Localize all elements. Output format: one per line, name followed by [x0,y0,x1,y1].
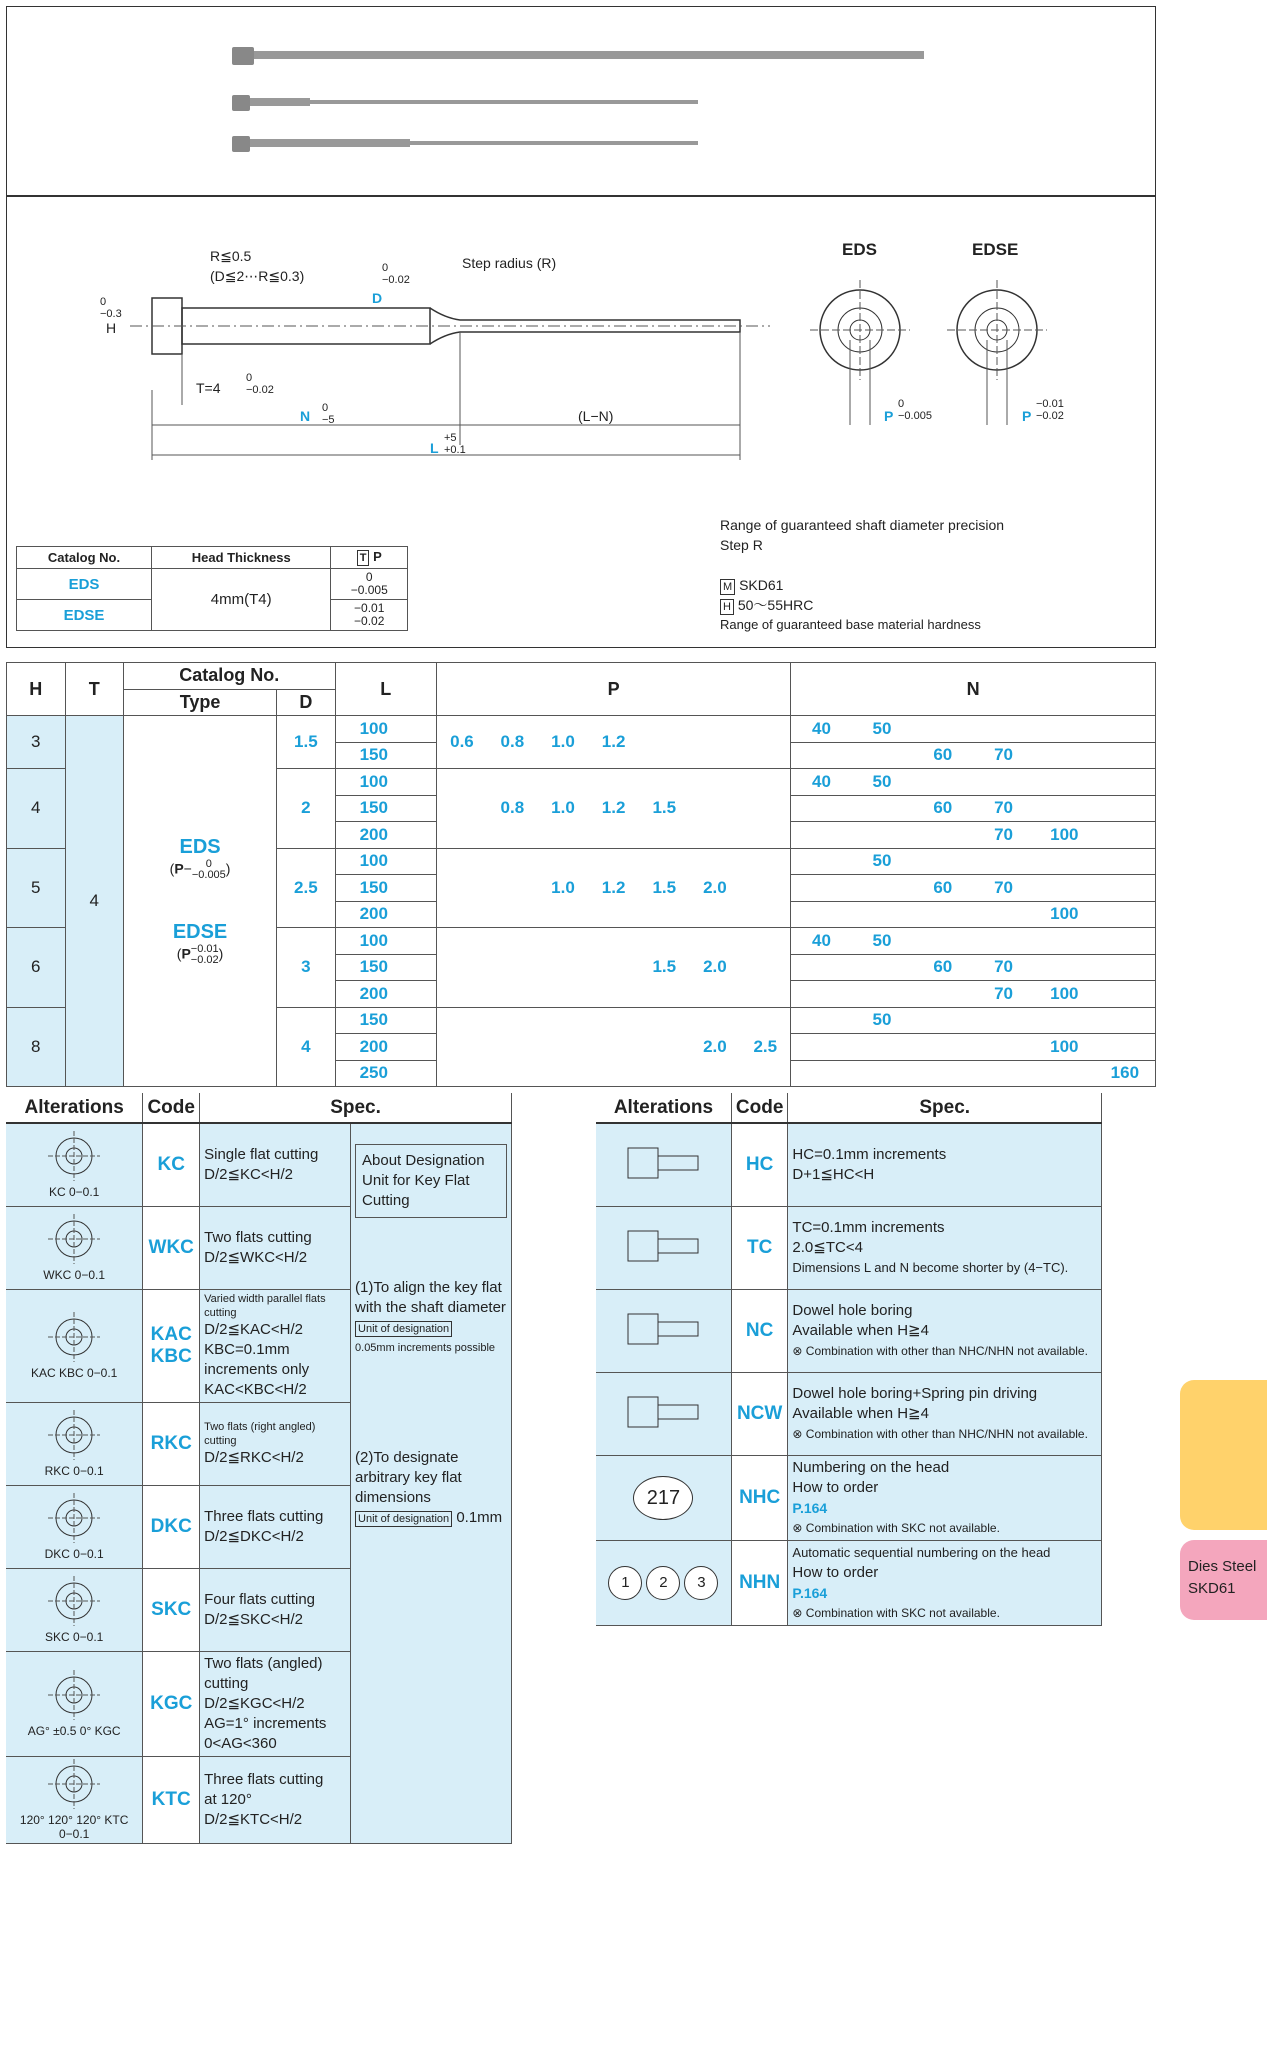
n-value [973,1060,1034,1087]
eds-p-label: P [884,408,894,424]
n-value: 70 [973,875,1034,902]
n-value [1095,928,1156,955]
p-value: 1.0 [538,769,589,849]
head-thickness-value: 4mm(T4) [151,569,330,631]
p-value [538,928,589,1008]
alteration-row [596,1289,1102,1372]
alteration-spec: Three flats cutting D/2≦DKC<H/2 [200,1485,351,1568]
n-value [852,1034,913,1061]
catalog-no-header: Catalog No. [124,663,336,690]
code-header-r: Code [731,1093,788,1123]
l-value: 200 [335,901,436,928]
l-minus-n-label: (L−N) [578,408,614,424]
n-value [791,981,852,1008]
alteration-row [596,1123,1102,1206]
catalog-edse: EDSE [17,600,152,631]
n-value [912,901,973,928]
alterations-right [596,1093,1102,1626]
n-value [973,716,1034,743]
t-header: T [65,663,124,716]
d-value: 1.5 [277,716,336,769]
eds-p-tolerance: 0 −0.005 [898,398,932,422]
p-value: 2.5 [740,1007,791,1087]
l-value: 100 [335,769,436,796]
n-value [852,742,913,769]
p-value: 1.5 [639,848,690,928]
p-value [740,928,791,1008]
alteration-code[interactable]: NHN [731,1540,788,1625]
alteration-icon: AG° ±0.5 0° KGC [6,1651,143,1756]
n-value: 70 [973,981,1034,1008]
alteration-spec: Numbering on the head How to order P.164 ⊗ Combination with SKC not available. [788,1455,1102,1540]
n-value: 100 [1034,981,1095,1008]
p-value [740,716,791,769]
n-value [1095,742,1156,769]
alteration-spec: Three flats cutting at 120° D/2≦KTC<H/2 [200,1756,351,1843]
n-value: 50 [852,1007,913,1034]
n-value [912,848,973,875]
p-value: 1.2 [588,769,639,849]
dimension-drawing [90,230,790,470]
head-thickness-header: Head Thickness [151,547,330,569]
n-value [791,875,852,902]
h-value: 4 [7,769,66,849]
n-value [852,822,913,849]
d-label: D [372,290,383,306]
alteration-spec: Two flats (angled) cutting D/2≦KGC<H/2 AG=1° increments 0<AG<360 [200,1651,351,1756]
alteration-icon: RKC 0−0.1 [6,1402,143,1485]
alteration-icon [596,1372,731,1455]
n-value: 60 [912,954,973,981]
p-value: 0.6 [436,716,487,769]
alteration-code[interactable]: RKC [143,1402,200,1485]
alteration-code[interactable]: KGC [143,1651,200,1756]
alteration-code[interactable]: DKC [143,1485,200,1568]
edse-p-label: P [1022,408,1032,424]
pin-1 [232,47,254,65]
alteration-spec: Four flats cutting D/2≦SKC<H/2 [200,1568,351,1651]
n-value [912,981,973,1008]
alteration-code[interactable]: SKC [143,1568,200,1651]
n-value: 40 [791,716,852,743]
n-value [912,822,973,849]
p-value [588,928,639,1008]
p-header: T P [331,547,408,569]
n-value: 70 [973,954,1034,981]
alteration-code[interactable]: WKC [143,1206,200,1289]
n-value: 100 [1034,901,1095,928]
alteration-code[interactable]: HC [731,1123,788,1206]
alteration-icon: 1 2 3 [596,1540,731,1625]
alteration-spec: Automatic sequential numbering on the head How to order P.164 ⊗ Combination with SKC not available. [788,1540,1102,1625]
side-tab-yellow[interactable] [1180,1380,1267,1530]
alt-header-r: Alterations [596,1093,731,1123]
n-value [852,954,913,981]
p-value: 1.0 [538,716,589,769]
n-value: 70 [973,822,1034,849]
h-value: 5 [7,848,66,928]
p-value [690,769,741,849]
n-value: 100 [1034,822,1095,849]
n-value [1034,742,1095,769]
n-value [791,901,852,928]
l-value: 100 [335,928,436,955]
l-value: 150 [335,875,436,902]
n-value: 50 [852,928,913,955]
n-value [973,769,1034,796]
table-row [7,716,1156,743]
catalog-table [16,546,408,631]
n-value [1095,981,1156,1008]
n-value [791,1060,852,1087]
catalog-eds: EDS [17,569,152,600]
l-value: 250 [335,1060,436,1087]
n-value [973,848,1034,875]
l-value: 150 [335,795,436,822]
n-value [1034,769,1095,796]
n-value [912,716,973,743]
designation-note: About Designation Unit for Key Flat Cutting (1)To align the key flat with the shaft diameter Unit of designation 0.05mm increments possible (2)To designate arbitrary key flat dimensions Unit of designation 0.1mm [351,1123,512,1843]
alterations-left [6,1093,512,1844]
n-value [1095,1007,1156,1034]
n-value [1034,848,1095,875]
p-header: P [436,663,790,716]
n-value: 60 [912,875,973,902]
alteration-spec: Dowel hole boring+Spring pin driving Available when H≧4 ⊗ Combination with other than NHC/NHN not available. [788,1372,1102,1455]
p-value: 1.5 [639,769,690,849]
alteration-spec: Two flats cutting D/2≦WKC<H/2 [200,1206,351,1289]
n-value [912,1007,973,1034]
n-value: 50 [852,769,913,796]
alt-header: Alterations [6,1093,143,1123]
n-value [852,875,913,902]
l-value: 150 [335,1007,436,1034]
n-value [852,981,913,1008]
t-label: T=4 [196,380,221,396]
n-value [912,1060,973,1087]
p-value: 2.0 [690,1007,741,1087]
h-header: H [7,663,66,716]
alteration-row [596,1455,1102,1540]
alteration-icon [596,1123,731,1206]
frame-divider [6,195,1156,197]
edse-title: EDSE [972,240,1019,259]
d-value: 2.5 [277,848,336,928]
l-value: 100 [335,716,436,743]
alteration-code[interactable]: KC [143,1123,200,1206]
alteration-code[interactable]: NHC [731,1455,788,1540]
n-value [1034,795,1095,822]
t-tolerance: 0 −0.02 [246,372,274,396]
alteration-icon: 217 [596,1455,731,1540]
p-value [538,1007,589,1087]
n-value [1095,1034,1156,1061]
alteration-row [596,1540,1102,1625]
h-value: 6 [7,928,66,1008]
p-value: 0.8 [487,769,538,849]
alteration-code[interactable]: NC [731,1289,788,1372]
n-value [912,769,973,796]
notes: Range of guaranteed shaft diameter precision Step R M SKD61 H 50〜55HRC Range of guaranteed base material hardness [720,517,1005,632]
alteration-icon [596,1206,731,1289]
edse-p-tolerance: −0.01 −0.02 [1036,398,1064,422]
n-value [973,928,1034,955]
l-value: 200 [335,1034,436,1061]
type-cell: EDS (P− 0 −0.005) EDSE (P−0.01 −0.02) [124,716,277,1087]
alteration-icon: SKC 0−0.1 [6,1568,143,1651]
n-value [852,1060,913,1087]
edse-p-tol: −0.01 −0.02 [331,600,408,631]
n-value [1034,1060,1095,1087]
n-tolerance: 0 −5 [322,402,335,426]
p-value: 0.8 [487,716,538,769]
h-label: H [106,320,117,336]
product-photos [220,35,940,155]
alteration-code[interactable]: KAC KBC [143,1289,200,1402]
p-value: 2.0 [690,928,741,1008]
n-label: N [300,408,311,424]
n-value: 160 [1095,1060,1156,1087]
pin-3 [232,136,250,152]
p-value: 1.0 [538,848,589,928]
d-tolerance: 0 −0.02 [382,262,410,286]
l-value: 150 [335,954,436,981]
n-value [973,1034,1034,1061]
n-value: 70 [973,795,1034,822]
p-value [436,928,487,1008]
p-value [487,1007,538,1087]
l-value: 150 [335,742,436,769]
n-value [791,742,852,769]
n-value [791,1007,852,1034]
l-label: L [430,440,439,456]
n-value [1095,954,1156,981]
p-value: 2.0 [690,848,741,928]
n-value [1095,822,1156,849]
alteration-icon: DKC 0−0.1 [6,1485,143,1568]
p-value [639,1007,690,1087]
p-value [436,848,487,928]
n-value [791,954,852,981]
catalog-header: Catalog No. [17,547,152,569]
n-value [791,1034,852,1061]
eds-p-tol: 0 −0.005 [331,569,408,600]
n-value: 40 [791,928,852,955]
n-value [1034,716,1095,743]
side-tab-dies-steel[interactable]: Dies Steel SKD61 [1180,1540,1267,1620]
pin-2 [232,95,250,111]
p-value [740,769,791,849]
t-value: 4 [65,716,124,1087]
p-value [487,928,538,1008]
l-header: L [335,663,436,716]
n-value [973,1007,1034,1034]
h-value: 3 [7,716,66,769]
specification-table [6,662,1156,1087]
end-views [810,280,1110,430]
n-value [1095,716,1156,743]
spec-header-r: Spec. [788,1093,1102,1123]
alteration-icon: KAC KBC 0−0.1 [6,1289,143,1402]
n-value: 50 [852,848,913,875]
n-value [1095,769,1156,796]
n-value [912,928,973,955]
alteration-icon: 120° 120° 120° KTC 0−0.1 [6,1756,143,1843]
n-value [973,901,1034,928]
p-value [740,848,791,928]
alteration-spec: TC=0.1mm increments 2.0≦TC<4 Dimensions L and N become shorter by (4−TC). [788,1206,1102,1289]
alteration-icon [596,1289,731,1372]
alteration-spec: Single flat cutting D/2≦KC<H/2 [200,1123,351,1206]
alteration-row [596,1206,1102,1289]
alteration-spec: Varied width parallel flats cutting D/2≦KAC<H/2 KBC=0.1mm increments only KAC<KBC<H/2 [200,1289,351,1402]
l-value: 200 [335,981,436,1008]
l-tolerance: +5 +0.1 [444,432,466,456]
alteration-icon: WKC 0−0.1 [6,1206,143,1289]
p-value: 1.2 [588,848,639,928]
alteration-row [6,1123,512,1206]
n-value [1095,901,1156,928]
alteration-code[interactable]: NCW [731,1372,788,1455]
n-value [1095,875,1156,902]
spec-header: Spec. [200,1093,512,1123]
alteration-code[interactable]: TC [731,1206,788,1289]
alteration-spec: Two flats (right angled) cutting D/2≦RKC<H/2 [200,1402,351,1485]
p-value [487,848,538,928]
n-value [1034,1007,1095,1034]
n-value [1034,928,1095,955]
r-sub-label: (D≦2⋯R≦0.3) [210,268,305,284]
p-value [690,716,741,769]
d-value: 2 [277,769,336,849]
p-value [436,1007,487,1087]
p-value [639,716,690,769]
n-value [852,795,913,822]
alteration-spec: Dowel hole boring Available when H≧4 ⊗ Combination with other than NHC/NHN not available. [788,1289,1102,1372]
p-value [436,769,487,849]
d-header: D [277,689,336,716]
n-value [912,1034,973,1061]
h-tolerance: 0 −0.3 [100,296,122,320]
alteration-icon: KC 0−0.1 [6,1123,143,1206]
n-header: N [791,663,1156,716]
d-value: 4 [277,1007,336,1087]
n-value [1095,848,1156,875]
n-value: 70 [973,742,1034,769]
code-header: Code [143,1093,200,1123]
type-header: Type [124,689,277,716]
l-value: 100 [335,848,436,875]
n-value [1034,954,1095,981]
alteration-spec: HC=0.1mm increments D+1≦HC<H [788,1123,1102,1206]
n-value [791,822,852,849]
alteration-code[interactable]: KTC [143,1756,200,1843]
alteration-row [596,1372,1102,1455]
n-value [791,848,852,875]
n-value: 40 [791,769,852,796]
r-label: R≦0.5 [210,248,252,264]
eds-title: EDS [842,240,877,259]
n-value: 60 [912,742,973,769]
p-value: 1.2 [588,716,639,769]
p-value [588,1007,639,1087]
n-value: 60 [912,795,973,822]
step-radius-label: Step radius (R) [462,255,557,271]
d-value: 3 [277,928,336,1008]
n-value [1034,875,1095,902]
p-value: 1.5 [639,928,690,1008]
h-value: 8 [7,1007,66,1087]
n-value [1095,795,1156,822]
n-value: 100 [1034,1034,1095,1061]
n-value [852,901,913,928]
n-value [791,795,852,822]
l-value: 200 [335,822,436,849]
n-value: 50 [852,716,913,743]
